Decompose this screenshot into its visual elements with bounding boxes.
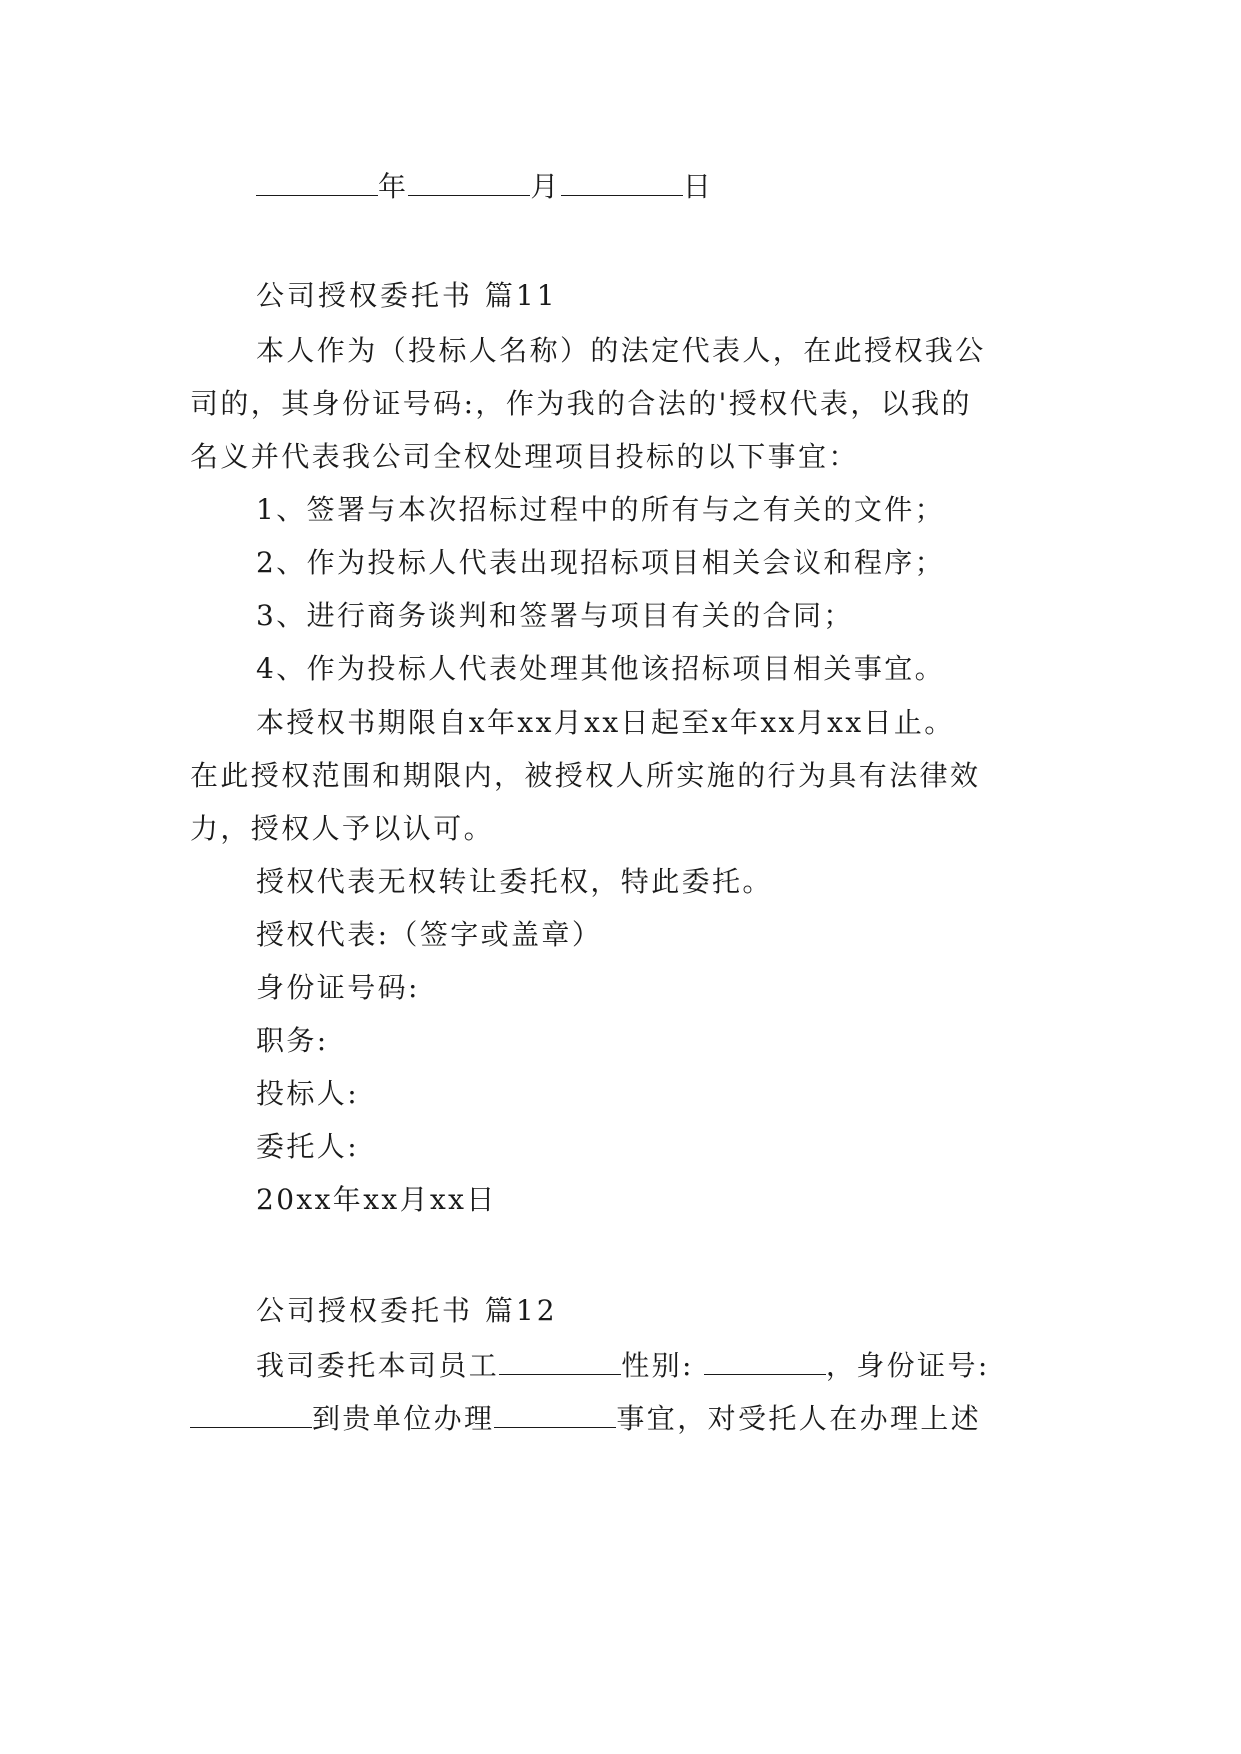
day-blank[interactable] xyxy=(561,165,683,196)
sign-date: 20xx年xx月xx日 xyxy=(256,1183,497,1216)
list-item: 3、进行商务谈判和签署与项目有关的合同； xyxy=(256,599,854,632)
sign-field: 授权代表:（签字或盖章） xyxy=(256,918,603,951)
section-11-title: 公司授权委托书 篇11 xyxy=(256,279,558,312)
section-12-title: 公司授权委托书 篇12 xyxy=(256,1294,558,1327)
text-segment: 性别: xyxy=(621,1349,694,1382)
list-item: 2、作为投标人代表出现招标项目相关会议和程序； xyxy=(256,546,946,579)
date-line xyxy=(0,165,1241,205)
paragraph-line xyxy=(0,1344,1241,1384)
sign-field: 投标人: xyxy=(256,1077,360,1110)
text-segment: ，身份证号: xyxy=(825,1349,990,1382)
paragraph-line: 本人作为（投标人名称）的法定代表人，在此授权我公 xyxy=(256,334,986,367)
paragraph-line: 名义并代表我公司全权处理项目投标的以下事宜： xyxy=(190,440,859,473)
list-item: 1、签署与本次招标过程中的所有与之有关的文件； xyxy=(256,493,946,526)
matter-blank[interactable] xyxy=(494,1397,616,1428)
month-label: 月 xyxy=(530,170,561,203)
sign-field: 委托人: xyxy=(256,1130,360,1163)
paragraph-line: 本授权书期限自x年xx月xx日起至x年xx月xx日止。 xyxy=(256,706,955,739)
paragraph-line: 力，授权人予以认可。 xyxy=(190,812,495,845)
year-blank[interactable] xyxy=(256,165,378,196)
paragraph-line: 在此授权范围和期限内，被授权人所实施的行为具有法律效 xyxy=(190,759,981,792)
year-label: 年 xyxy=(378,170,409,203)
paragraph-line xyxy=(0,1397,1241,1437)
text-segment: 我司委托本司员工 xyxy=(256,1349,500,1382)
id-number-blank[interactable] xyxy=(190,1397,312,1428)
sign-field: 职务: xyxy=(256,1024,329,1057)
text-segment: 事宜，对受托人在办理上述 xyxy=(616,1402,982,1435)
employee-blank[interactable] xyxy=(499,1344,621,1375)
paragraph-line: 授权代表无权转让委托权，特此委托。 xyxy=(256,865,773,898)
day-label: 日 xyxy=(682,170,714,203)
paragraph-line: 司的，其身份证号码:，作为我的合法的'授权代表，以我的 xyxy=(190,387,972,420)
month-blank[interactable] xyxy=(408,165,530,196)
sign-field: 身份证号码: xyxy=(256,971,420,1004)
list-item: 4、作为投标人代表处理其他该招标项目相关事宜。 xyxy=(256,652,946,685)
text-segment: 到贵单位办理 xyxy=(312,1402,495,1435)
gender-blank[interactable] xyxy=(704,1344,826,1375)
